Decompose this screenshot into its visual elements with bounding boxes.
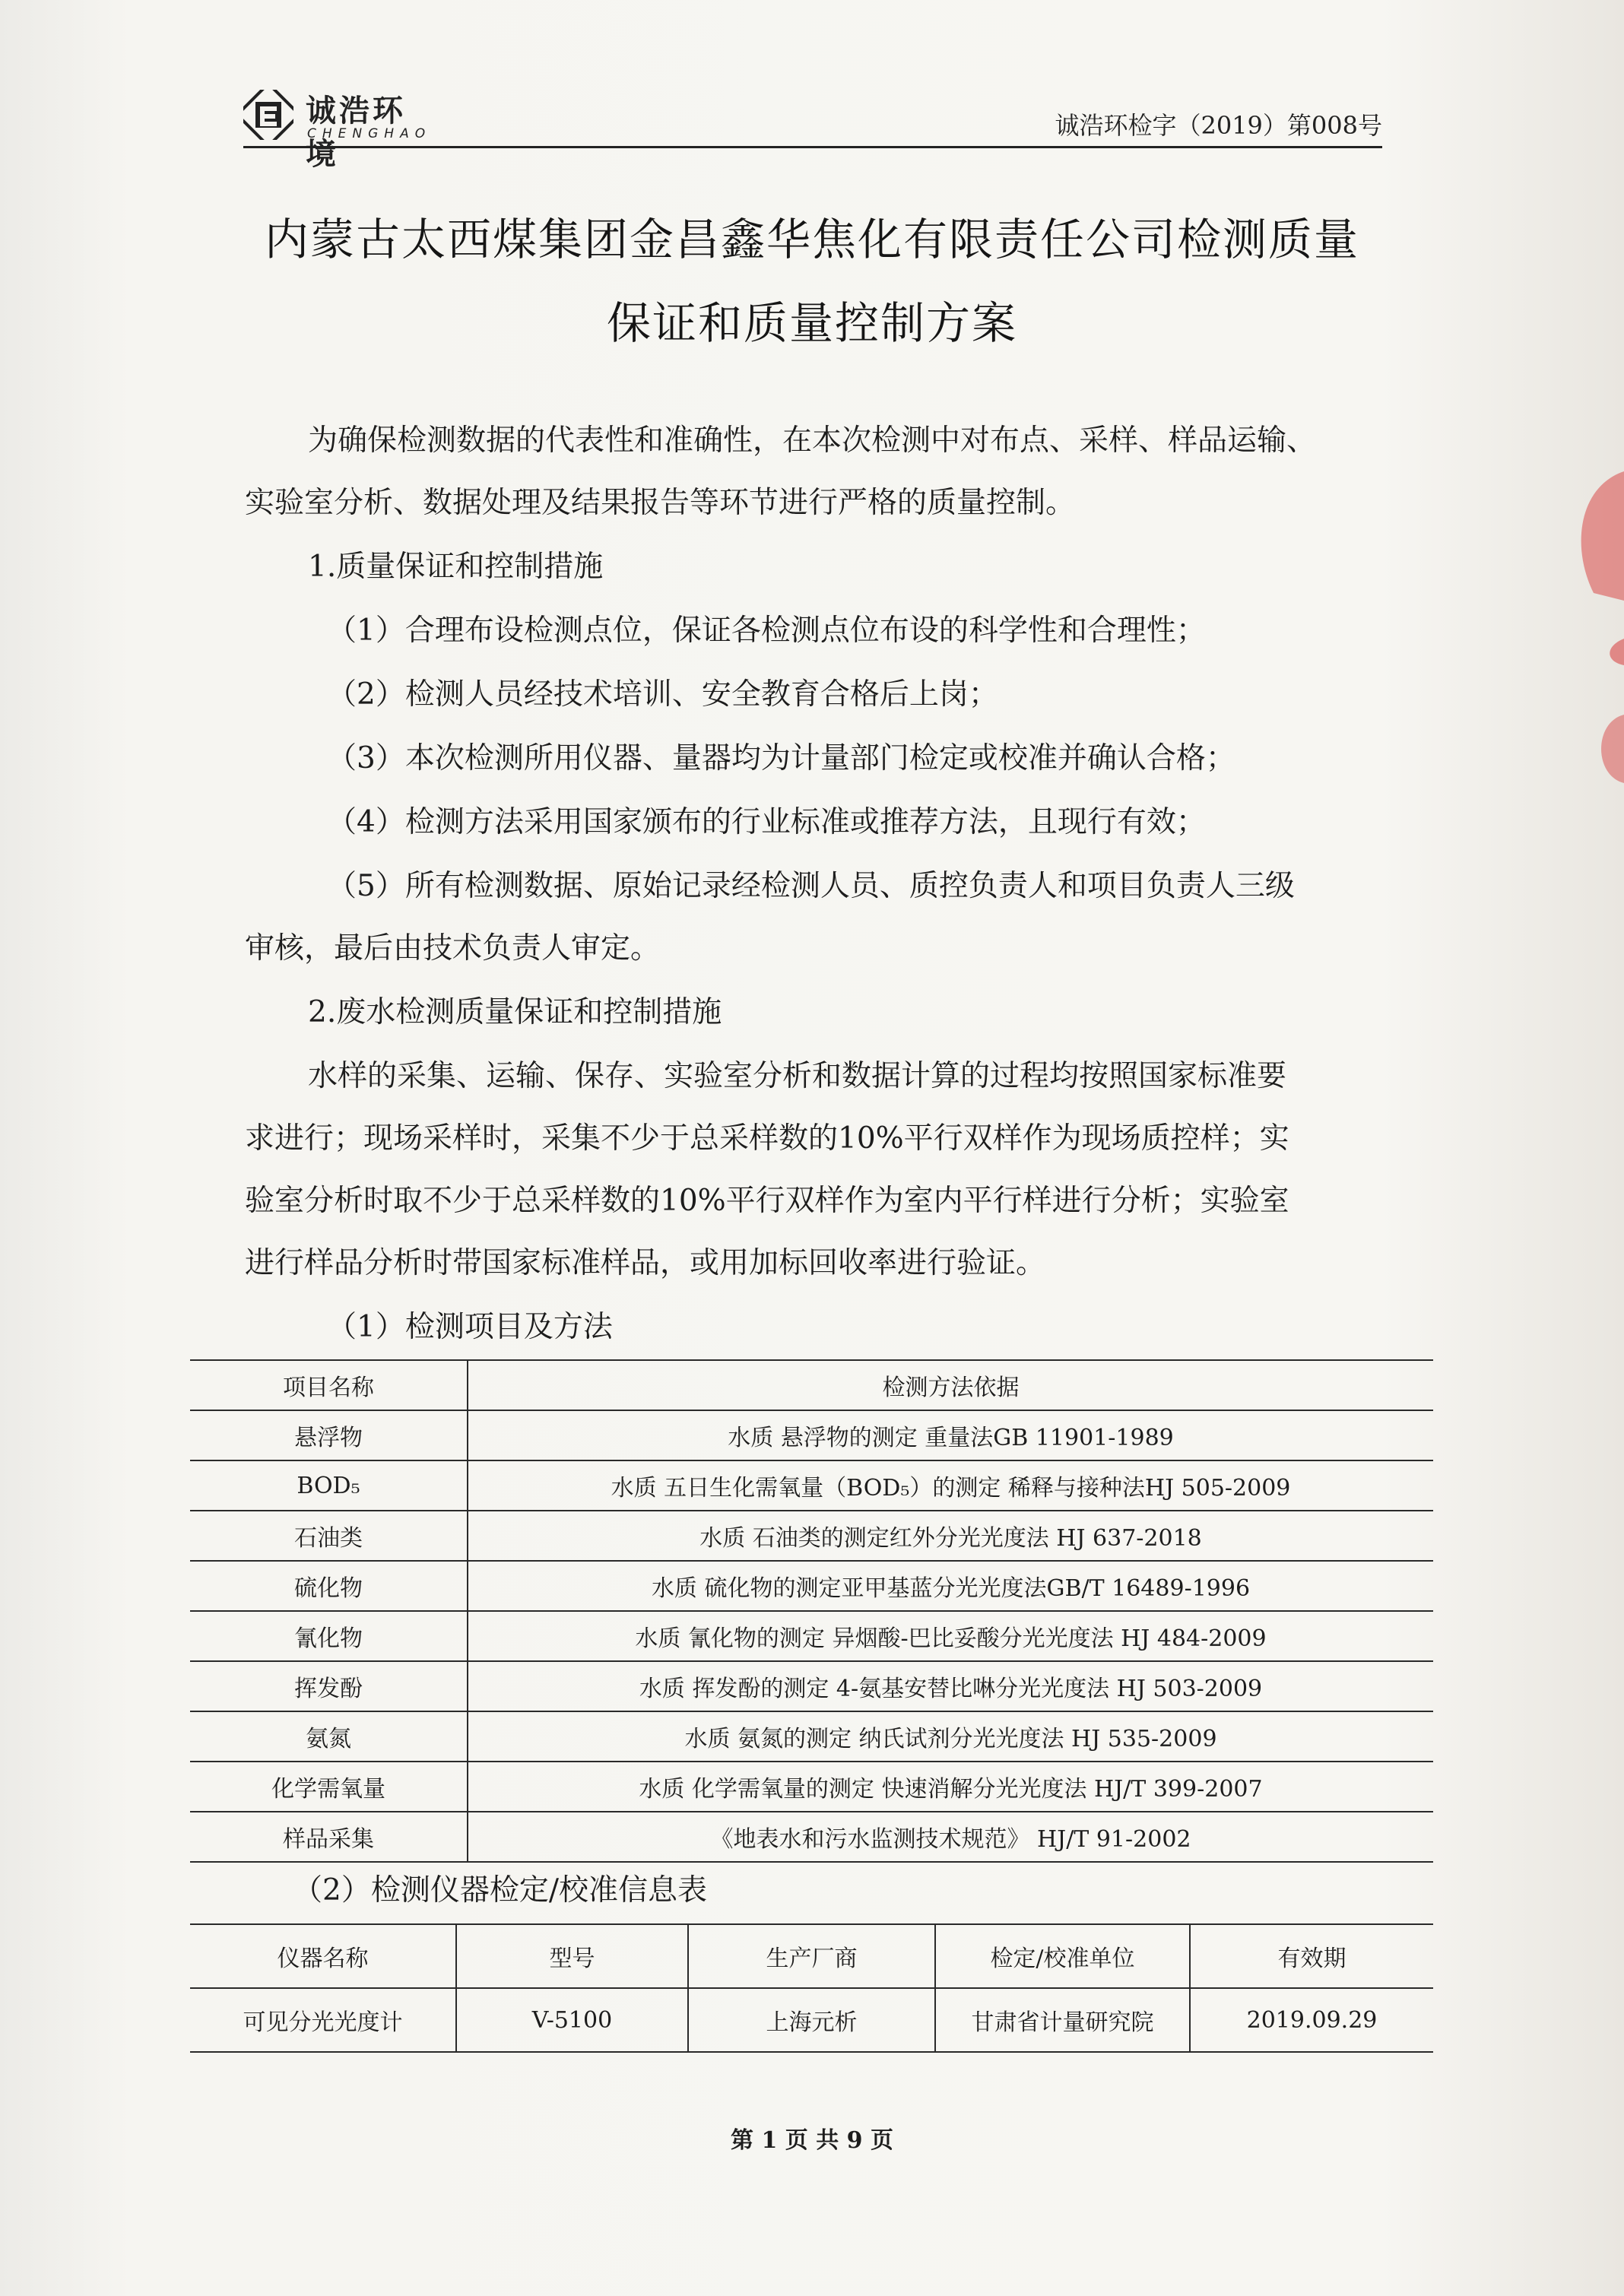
table-row [190,1561,1433,1611]
table-cell: 氰化物 [190,1611,468,1661]
table-cell: 水质 挥发酚的测定 4-氨基安替比啉分光光度法 HJ 503-2009 [468,1661,1433,1711]
table-header-cell: 型号 [456,1924,688,1988]
table-header-cell: 项目名称 [190,1360,468,1410]
table-cell: BOD₅ [190,1460,468,1511]
section2-line-3: 验室分析时取不少于总采样数的10%平行双样作为室内平行样进行分析；实验室 [245,1184,1289,1218]
section2-line-4: 进行样品分析时带国家标准样品，或用加标回收率进行验证。 [245,1246,1046,1280]
table-cell: 水质 氨氮的测定 纳氏试剂分光光度法 HJ 535-2009 [468,1711,1433,1762]
intro-line-1: 为确保检测数据的代表性和准确性，在本次检测中对布点、采样、样品运输、 [308,423,1317,458]
table-row [190,1460,1433,1511]
measure-item-5-cont: 审核，最后由技术负责人审定。 [245,931,661,966]
table-header-cell: 仪器名称 [190,1924,456,1988]
table-header-row [190,1924,1433,1988]
table-cell: 水质 氰化物的测定 异烟酸-巴比妥酸分光光度法 HJ 484-2009 [468,1611,1433,1661]
logo-text: 诚浩环境 [306,94,406,172]
table-header-row [190,1360,1433,1410]
table-row [190,1611,1433,1661]
table-cell: 石油类 [190,1511,468,1561]
table-cell: 挥发酚 [190,1661,468,1711]
table-header-cell: 有效期 [1190,1924,1433,1988]
logo-mark-icon [243,90,293,140]
table-cell: 水质 石油类的测定红外分光光度法 HJ 637-2018 [468,1511,1433,1561]
table-header-cell: 检定/校准单位 [935,1924,1190,1988]
section-heading-2: 2.废水检测质量保证和控制措施 [308,995,722,1029]
table-row [190,1762,1433,1812]
intro-line-2: 实验室分析、数据处理及结果报告等环节进行严格的质量控制。 [245,486,1076,520]
measure-item-1: （1）合理布设检测点位，保证各检测点位布设的科学性和合理性； [327,614,1206,648]
page-title-line-2: 保证和质量控制方案 [606,297,1017,349]
table-row [190,1410,1433,1460]
table-cell: 2019.09.29 [1190,1988,1433,2052]
table-header-cell: 生产厂商 [688,1924,935,1988]
measure-item-2: （2）检测人员经技术培训、安全教育合格后上岗； [327,677,998,712]
table-row [190,1661,1433,1711]
table-cell: 样品采集 [190,1812,468,1862]
table-cell: 上海元析 [688,1988,935,2052]
document-number: 诚浩环检字（2019）第008号 [1055,111,1382,140]
section2-line-2: 求进行；现场采样时，采集不少于总采样数的10%平行双样作为现场质控样；实 [245,1121,1289,1156]
table-cell: 悬浮物 [190,1410,468,1460]
table-cell: 水质 硫化物的测定亚甲基蓝分光光度法GB/T 16489-1996 [468,1561,1433,1611]
table-cell: 水质 五日生化需氧量（BOD₅）的测定 稀释与接种法HJ 505-2009 [468,1460,1433,1511]
table-row [190,1812,1433,1862]
measure-item-5: （5）所有检测数据、原始记录经检测人员、质控负责人和项目负责人三级 [327,869,1295,903]
table-cell: 氨氮 [190,1711,468,1762]
table-row [190,1988,1433,2052]
table2-caption: （2）检测仪器检定/校准信息表 [293,1873,707,1908]
table-cell: V-5100 [456,1988,688,2052]
table-header-cell: 检测方法依据 [468,1360,1433,1410]
table-row [190,1711,1433,1762]
page-title-line-1: 内蒙古太西煤集团金昌鑫华焦化有限责任公司检测质量 [264,214,1359,265]
methods-table [190,1359,1433,1863]
table-cell: 《地表水和污水监测技术规范》 HJ/T 91-2002 [468,1812,1433,1862]
table1-caption: （1）检测项目及方法 [327,1310,613,1344]
table-cell: 硫化物 [190,1561,468,1611]
table-cell: 化学需氧量 [190,1762,468,1812]
page-number: 第 1 页 共 9 页 [731,2127,893,2154]
table-row [190,1511,1433,1561]
logo-subtext: CHENGHAO [307,126,432,141]
section-heading-1: 1.质量保证和控制措施 [308,550,604,584]
red-seal-stamp [1533,456,1624,798]
table-cell: 水质 化学需氧量的测定 快速消解分光光度法 HJ/T 399-2007 [468,1762,1433,1812]
measure-item-4: （4）检测方法采用国家颁布的行业标准或推荐方法，且现行有效； [327,805,1206,839]
table-cell: 水质 悬浮物的测定 重量法GB 11901-1989 [468,1410,1433,1460]
company-logo [243,85,433,172]
table-cell: 甘肃省计量研究院 [935,1988,1190,2052]
header-divider [243,146,1382,148]
measure-item-3: （3）本次检测所用仪器、量器均为计量部门检定或校准并确认合格； [327,741,1235,775]
table-cell: 可见分光光度计 [190,1988,456,2052]
section2-line-1: 水样的采集、运输、保存、实验室分析和数据计算的过程均按照国家标准要 [308,1059,1287,1093]
instrument-table [190,1923,1433,2053]
